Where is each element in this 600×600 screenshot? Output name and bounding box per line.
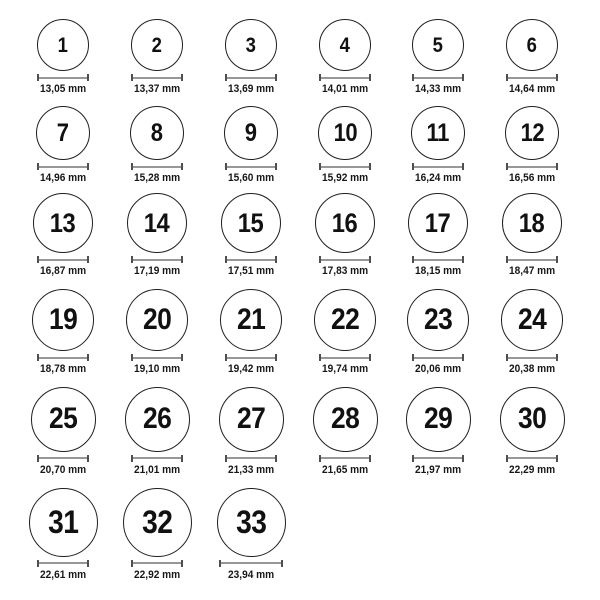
diameter-label: 18,47 mm — [508, 265, 556, 277]
diameter-label: 16,87 mm — [39, 265, 87, 277]
diameter-measure-line — [412, 455, 464, 462]
diameter-measure-line — [131, 455, 183, 462]
measure-bar — [508, 166, 556, 168]
measure-tick-right — [181, 163, 183, 170]
ring-circle — [126, 289, 188, 351]
ring-size-number: 12 — [520, 118, 544, 147]
ring-size-item — [110, 19, 204, 96]
ring-size-item — [16, 387, 110, 477]
diameter-measure-line — [131, 354, 183, 361]
diameter-measure-line — [412, 354, 464, 361]
measure-bar — [227, 166, 275, 168]
diameter-measure-line — [37, 74, 89, 81]
ring-size-item — [16, 488, 110, 582]
ring-size-number: 22 — [330, 303, 360, 336]
ring-size-item — [298, 289, 392, 376]
diameter-label: 22,92 mm — [133, 568, 181, 581]
diameter-measure-line — [506, 163, 558, 170]
ring-size-item — [110, 106, 204, 185]
measure-bar — [227, 357, 275, 359]
ring-circle — [505, 106, 559, 160]
diameter-label: 14,64 mm — [508, 83, 556, 95]
ring-size-item — [391, 387, 485, 477]
measure-bar — [414, 259, 462, 261]
ring-circle — [407, 289, 469, 351]
measure-tick-right — [556, 354, 558, 361]
ring-size-number: 9 — [245, 118, 257, 147]
ring-circle — [125, 387, 190, 452]
diameter-measure-line — [225, 163, 277, 170]
diameter-label: 21,01 mm — [133, 463, 181, 476]
diameter-measure-line — [37, 455, 89, 462]
measure-bar — [508, 259, 556, 261]
ring-size-item — [485, 106, 579, 185]
measure-bar — [414, 457, 462, 459]
ring-size-item — [110, 193, 204, 278]
measure-tick-right — [87, 256, 89, 263]
ring-size-item — [204, 19, 298, 96]
diameter-label: 20,70 mm — [39, 463, 87, 476]
ring-circle — [131, 19, 183, 71]
measure-tick-right — [181, 256, 183, 263]
measure-bar — [39, 166, 87, 168]
ring-size-number: 30 — [517, 402, 547, 435]
ring-circle — [411, 106, 465, 160]
ring-size-item — [204, 289, 298, 376]
ring-size-item — [204, 387, 298, 477]
measure-bar — [508, 357, 556, 359]
ring-circle — [313, 387, 378, 452]
ring-size-number: 15 — [238, 207, 264, 238]
ring-size-item — [485, 289, 579, 376]
ring-size-number: 4 — [340, 33, 350, 57]
diameter-label: 14,96 mm — [39, 172, 87, 184]
diameter-measure-line — [131, 163, 183, 170]
ring-circle — [408, 193, 468, 253]
diameter-label: 19,10 mm — [133, 363, 181, 375]
ring-circle — [502, 193, 562, 253]
measure-tick-right — [87, 74, 89, 81]
diameter-label: 19,74 mm — [321, 363, 369, 375]
ring-size-item — [298, 193, 392, 278]
measure-tick-right — [181, 74, 183, 81]
ring-size-number: 11 — [426, 118, 450, 147]
measure-tick-right — [181, 354, 183, 361]
ring-circle — [127, 193, 187, 253]
diameter-label: 15,92 mm — [321, 172, 369, 184]
ring-circle — [315, 193, 375, 253]
measure-bar — [39, 77, 87, 79]
ring-size-number: 5 — [433, 33, 443, 57]
measure-bar — [133, 562, 181, 564]
ring-size-number: 20 — [142, 303, 172, 336]
measure-tick-right — [462, 74, 464, 81]
measure-bar — [133, 457, 181, 459]
diameter-label: 14,01 mm — [321, 83, 369, 95]
ring-circle — [506, 19, 558, 71]
ring-circle — [318, 106, 372, 160]
diameter-measure-line — [412, 74, 464, 81]
diameter-label: 21,97 mm — [414, 463, 462, 476]
diameter-measure-line — [225, 354, 277, 361]
diameter-measure-line — [506, 256, 558, 263]
ring-size-item — [204, 488, 298, 582]
diameter-measure-line — [412, 163, 464, 170]
ring-circle — [29, 488, 98, 557]
ring-size-item — [485, 193, 579, 278]
diameter-measure-line — [506, 455, 558, 462]
measure-tick-right — [275, 455, 277, 462]
ring-size-item — [391, 106, 485, 185]
ring-size-number: 32 — [141, 504, 173, 540]
ring-circle — [501, 289, 563, 351]
ring-size-number: 8 — [151, 118, 163, 147]
ring-size-number: 25 — [48, 402, 78, 435]
ring-size-number: 7 — [57, 118, 69, 147]
measure-tick-right — [87, 163, 89, 170]
ring-circle — [412, 19, 464, 71]
measure-bar — [221, 562, 281, 564]
ring-size-number: 19 — [48, 303, 78, 336]
ring-circle — [31, 387, 96, 452]
measure-tick-right — [556, 74, 558, 81]
ring-size-number: 10 — [333, 118, 357, 147]
measure-bar — [321, 357, 369, 359]
diameter-measure-line — [37, 560, 89, 567]
ring-size-number: 6 — [527, 33, 537, 57]
diameter-measure-line — [131, 74, 183, 81]
ring-circle — [37, 19, 89, 71]
ring-circle — [221, 193, 281, 253]
diameter-label: 17,51 mm — [227, 265, 275, 277]
ring-size-number: 26 — [142, 402, 172, 435]
ring-circle — [217, 488, 286, 557]
measure-bar — [321, 457, 369, 459]
ring-circle — [224, 106, 278, 160]
ring-circle — [500, 387, 565, 452]
measure-tick-right — [369, 163, 371, 170]
measure-tick-right — [275, 354, 277, 361]
diameter-measure-line — [225, 455, 277, 462]
diameter-label: 20,38 mm — [508, 363, 556, 375]
diameter-label: 23,94 mm — [227, 568, 275, 581]
diameter-label: 13,37 mm — [133, 83, 181, 95]
diameter-label: 22,29 mm — [508, 463, 556, 476]
diameter-label: 15,60 mm — [227, 172, 275, 184]
diameter-measure-line — [131, 256, 183, 263]
ring-size-item — [485, 387, 579, 477]
measure-tick-right — [462, 163, 464, 170]
diameter-label: 22,61 mm — [39, 568, 87, 581]
measure-bar — [227, 77, 275, 79]
measure-tick-right — [462, 455, 464, 462]
measure-bar — [321, 259, 369, 261]
ring-circle — [220, 289, 282, 351]
diameter-measure-line — [506, 354, 558, 361]
measure-tick-right — [369, 455, 371, 462]
ring-size-item — [110, 387, 204, 477]
measure-bar — [39, 259, 87, 261]
measure-tick-right — [369, 256, 371, 263]
ring-circle — [319, 19, 371, 71]
measure-tick-right — [181, 455, 183, 462]
diameter-label: 16,24 mm — [414, 172, 462, 184]
diameter-label: 13,05 mm — [39, 83, 87, 95]
measure-tick-right — [87, 455, 89, 462]
diameter-label: 20,06 mm — [414, 363, 462, 375]
ring-size-number: 2 — [152, 33, 162, 57]
measure-bar — [508, 77, 556, 79]
ring-size-item — [391, 19, 485, 96]
diameter-measure-line — [225, 74, 277, 81]
diameter-measure-line — [319, 354, 371, 361]
ring-size-number: 16 — [332, 207, 358, 238]
ring-circle — [406, 387, 471, 452]
measure-bar — [414, 166, 462, 168]
measure-tick-right — [369, 354, 371, 361]
ring-size-item — [16, 19, 110, 96]
measure-tick-right — [462, 354, 464, 361]
diameter-label: 14,33 mm — [414, 83, 462, 95]
ring-size-number: 28 — [330, 402, 360, 435]
ring-size-item — [298, 387, 392, 477]
diameter-measure-line — [37, 163, 89, 170]
ring-circle — [219, 387, 284, 452]
diameter-measure-line — [319, 74, 371, 81]
diameter-label: 19,42 mm — [227, 363, 275, 375]
measure-bar — [508, 457, 556, 459]
ring-size-number: 1 — [58, 33, 68, 57]
ring-size-number: 27 — [236, 402, 266, 435]
diameter-label: 21,33 mm — [227, 463, 275, 476]
measure-bar — [39, 457, 87, 459]
measure-bar — [227, 259, 275, 261]
measure-tick-right — [275, 74, 277, 81]
ring-size-number: 13 — [50, 207, 76, 238]
measure-bar — [133, 259, 181, 261]
measure-tick-right — [369, 74, 371, 81]
measure-bar — [39, 562, 87, 564]
ring-size-number: 23 — [423, 303, 453, 336]
ring-size-number: 3 — [246, 33, 256, 57]
ring-size-number: 31 — [47, 504, 79, 540]
diameter-measure-line — [219, 560, 283, 567]
ring-size-number: 14 — [144, 207, 170, 238]
ring-size-number: 18 — [519, 207, 545, 238]
measure-tick-right — [462, 256, 464, 263]
measure-bar — [414, 357, 462, 359]
diameter-label: 13,69 mm — [227, 83, 275, 95]
diameter-measure-line — [319, 256, 371, 263]
measure-bar — [227, 457, 275, 459]
diameter-measure-line — [37, 256, 89, 263]
diameter-label: 18,15 mm — [414, 265, 462, 277]
measure-tick-right — [87, 354, 89, 361]
ring-size-number: 33 — [235, 504, 267, 540]
measure-bar — [133, 77, 181, 79]
measure-tick-right — [556, 256, 558, 263]
measure-bar — [414, 77, 462, 79]
ring-circle — [36, 106, 90, 160]
diameter-measure-line — [225, 256, 277, 263]
diameter-measure-line — [37, 354, 89, 361]
measure-tick-right — [181, 560, 183, 567]
ring-circle — [33, 193, 93, 253]
ring-size-item — [204, 106, 298, 185]
ring-size-item — [110, 488, 204, 582]
ring-size-item — [485, 19, 579, 96]
measure-bar — [321, 77, 369, 79]
ring-size-item — [16, 193, 110, 278]
diameter-measure-line — [506, 74, 558, 81]
ring-size-item — [204, 193, 298, 278]
measure-bar — [133, 166, 181, 168]
diameter-label: 18,78 mm — [39, 363, 87, 375]
ring-size-number: 29 — [423, 402, 453, 435]
diameter-label: 16,56 mm — [508, 172, 556, 184]
ring-size-item — [16, 106, 110, 185]
ring-circle — [130, 106, 184, 160]
ring-circle — [123, 488, 192, 557]
ring-size-item — [16, 289, 110, 376]
diameter-measure-line — [319, 455, 371, 462]
measure-tick-right — [275, 256, 277, 263]
diameter-measure-line — [131, 560, 183, 567]
ring-size-number: 17 — [425, 207, 451, 238]
ring-circle — [32, 289, 94, 351]
measure-bar — [133, 357, 181, 359]
diameter-label: 21,65 mm — [321, 463, 369, 476]
ring-size-item — [298, 19, 392, 96]
diameter-label: 15,28 mm — [133, 172, 181, 184]
ring-circle — [225, 19, 277, 71]
ring-size-item — [391, 289, 485, 376]
diameter-label: 17,19 mm — [133, 265, 181, 277]
ring-size-item — [298, 106, 392, 185]
ring-size-item — [391, 193, 485, 278]
measure-bar — [321, 166, 369, 168]
ring-size-item — [110, 289, 204, 376]
measure-tick-right — [275, 163, 277, 170]
measure-tick-right — [281, 560, 283, 567]
measure-tick-right — [87, 560, 89, 567]
ring-circle — [314, 289, 376, 351]
diameter-measure-line — [319, 163, 371, 170]
ring-size-number: 24 — [517, 303, 547, 336]
diameter-measure-line — [412, 256, 464, 263]
measure-bar — [39, 357, 87, 359]
measure-tick-right — [556, 455, 558, 462]
ring-size-number: 21 — [236, 303, 266, 336]
diameter-label: 17,83 mm — [321, 265, 369, 277]
measure-tick-right — [556, 163, 558, 170]
